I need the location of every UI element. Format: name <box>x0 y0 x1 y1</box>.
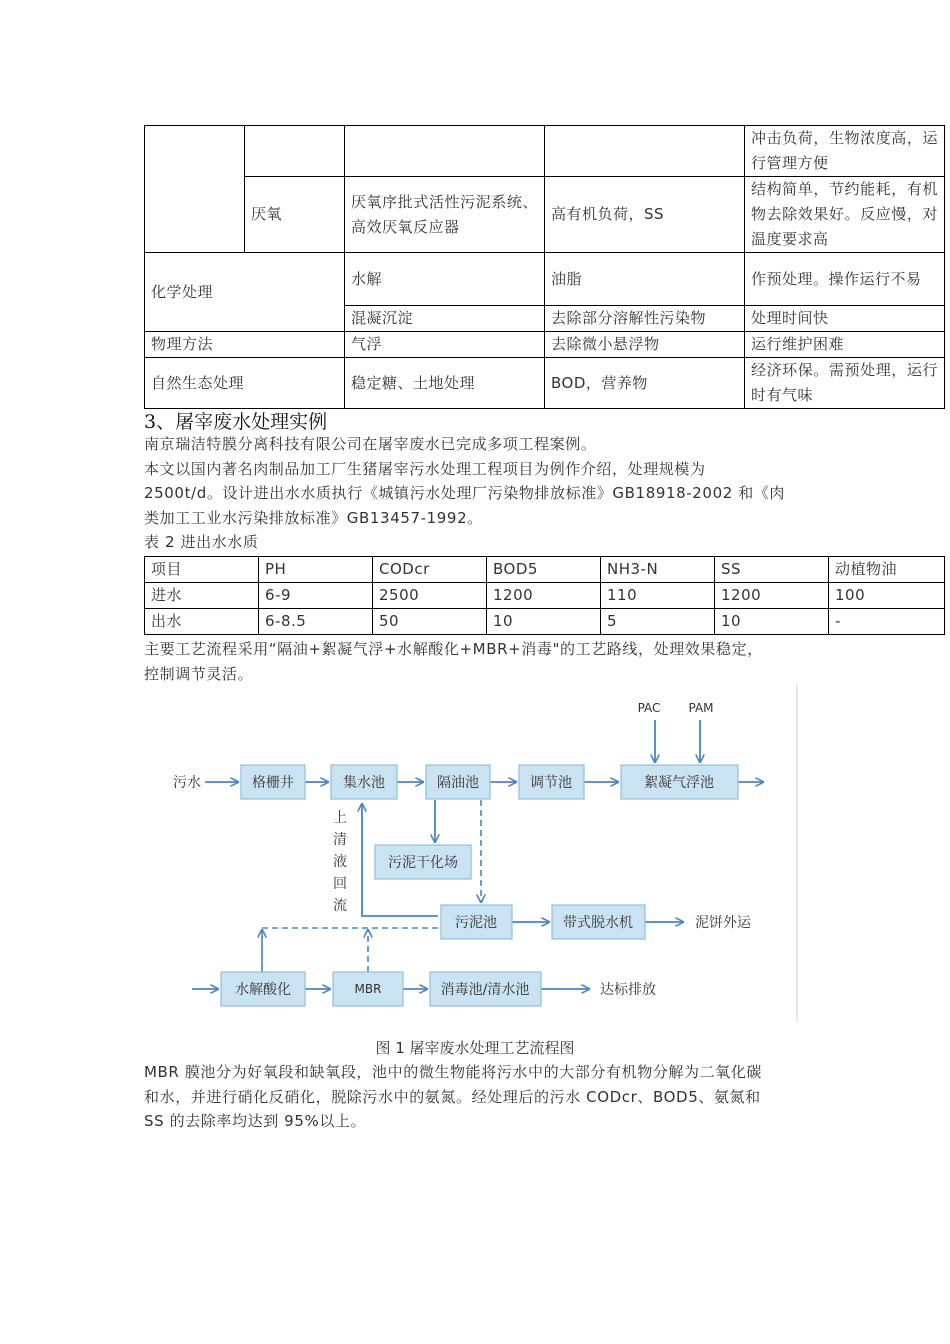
paragraph-line: 本文以国内著名肉制品加工厂生猪屠宰污水处理工程项目为例作介绍，处理规模为 <box>144 459 706 478</box>
paragraph-line: 主要工艺流程采用“隔油+絮凝气浮+水解酸化+MBR+消毒"的工艺路线，处理效果稳定， <box>144 640 763 658</box>
table-cell: 进水 <box>145 583 259 609</box>
table-cell: 厌氧序批式活性污泥系统、高效厌氧反应器 <box>345 177 545 253</box>
table-cell: 处理时间快 <box>745 306 945 332</box>
table-cell: 混凝沉淀 <box>345 306 545 332</box>
header-cell: CODcr <box>373 557 487 583</box>
table-cell: 去除部分溶解性污染物 <box>545 306 745 332</box>
table-cell: 水解 <box>345 253 545 306</box>
table-cell: 100 <box>829 583 945 609</box>
paragraph-line: 南京瑞洁特膜分离科技有限公司在屠宰废水已完成多项工程案例。 <box>144 435 597 453</box>
table-cell: 作预处理。操作运行不易 <box>745 253 945 306</box>
table-cell: - <box>829 609 945 635</box>
table-cell: BOD，营养物 <box>545 358 745 409</box>
table-cell: 1200 <box>487 583 601 609</box>
table-cell: 出水 <box>145 609 259 635</box>
table-cell: 6-9 <box>259 583 373 609</box>
header-cell: SS <box>715 557 829 583</box>
table-cell: 1200 <box>715 583 829 609</box>
backflow-char: 液 <box>333 854 347 870</box>
paragraph-line: SS 的去除率均达到 95%以上。 <box>144 1112 367 1130</box>
table-cell: 5 <box>601 609 715 635</box>
table-cell: 结构简单，节约能耗，有机物去除效果好。反应慢，对温度要求高 <box>745 177 945 253</box>
hydro-label: 水解酸化 <box>235 982 291 998</box>
flotation-label: 絮凝气浮池 <box>644 775 714 791</box>
table-cell: 高有机负荷，SS <box>545 177 745 253</box>
table-cell: 厌氧 <box>245 177 345 253</box>
pam-label: PAM <box>688 701 714 715</box>
belt-label: 带式脱水机 <box>563 915 633 931</box>
section-heading: 3、屠宰废水处理实例 <box>144 411 328 433</box>
backflow-char: 清 <box>333 832 347 848</box>
table-cell: 油脂 <box>545 253 745 306</box>
discharge-label: 达标排放 <box>600 982 656 998</box>
table-cell: 50 <box>373 609 487 635</box>
disinfect-label: 消毒池/清水池 <box>440 982 530 998</box>
mbr-label: MBR <box>354 982 382 996</box>
table-cell: 6-8.5 <box>259 609 373 635</box>
pac-label: PAC <box>637 701 661 715</box>
closing-text <box>144 1060 824 1134</box>
table-cell: 110 <box>601 583 715 609</box>
collect-label: 集水池 <box>343 775 385 791</box>
table-cell: 自然生态处理 <box>145 358 345 409</box>
sewage-label: 污水 <box>173 775 201 791</box>
table-cell: 经济环保。需预处理，运行时有气味 <box>745 358 945 409</box>
table-cell: 稳定糖、土地处理 <box>345 358 545 409</box>
table-cell: 运行维护困难 <box>745 332 945 358</box>
sludge-dry-label: 污泥干化场 <box>388 855 458 871</box>
grille-label: 格栅井 <box>252 775 294 791</box>
oilsep-label: 隔油池 <box>437 775 479 791</box>
table-cell: 去除微小悬浮物 <box>545 332 745 358</box>
figure-caption: 图 1 屠宰废水处理工艺流程图 <box>375 1039 575 1057</box>
header-cell: PH <box>259 557 373 583</box>
paragraph-line: 和水，并进行硝化反硝化，脱除污水中的氨氮。经处理后的污水 CODcr、BOD5、氨氮和 <box>144 1087 761 1106</box>
header-cell: NH3-N <box>601 557 715 583</box>
adjust-label: 调节池 <box>530 775 572 791</box>
backflow-char: 上 <box>333 810 347 826</box>
header-cell: 动植物油 <box>829 557 945 583</box>
table-title: 表 2 进出水水质 <box>144 533 259 551</box>
backflow-char: 回 <box>333 876 347 892</box>
cake-label: 泥饼外运 <box>695 915 751 931</box>
table-cell: 冲击负荷，生物浓度高，运行管理方便 <box>745 126 945 177</box>
sludge-tank-label: 污泥池 <box>455 915 497 931</box>
header-cell: BOD5 <box>487 557 601 583</box>
paragraph-line: 2500t/d。设计进出水水质执行《城镇污水处理厂污染物排放标准》GB18918-2002 和《肉 <box>144 484 786 502</box>
header-cell: 项目 <box>145 557 259 583</box>
table-cell: 物理方法 <box>145 332 345 358</box>
table-cell: 化学处理 <box>145 253 345 332</box>
paragraph-line: 控制调节灵活。 <box>144 664 254 683</box>
table-cell: 2500 <box>373 583 487 609</box>
backflow-char: 流 <box>333 898 347 914</box>
paragraph-line: 类加工工业水污染排放标准》GB13457-1992。 <box>144 508 483 527</box>
table-cell: 10 <box>487 609 601 635</box>
paragraph-line: MBR 膜池分为好氧段和缺氧段，池中的微生物能将污水中的大部分有机物分解为二氧化碳 <box>144 1063 763 1081</box>
table-cell: 10 <box>715 609 829 635</box>
table-cell: 气浮 <box>345 332 545 358</box>
